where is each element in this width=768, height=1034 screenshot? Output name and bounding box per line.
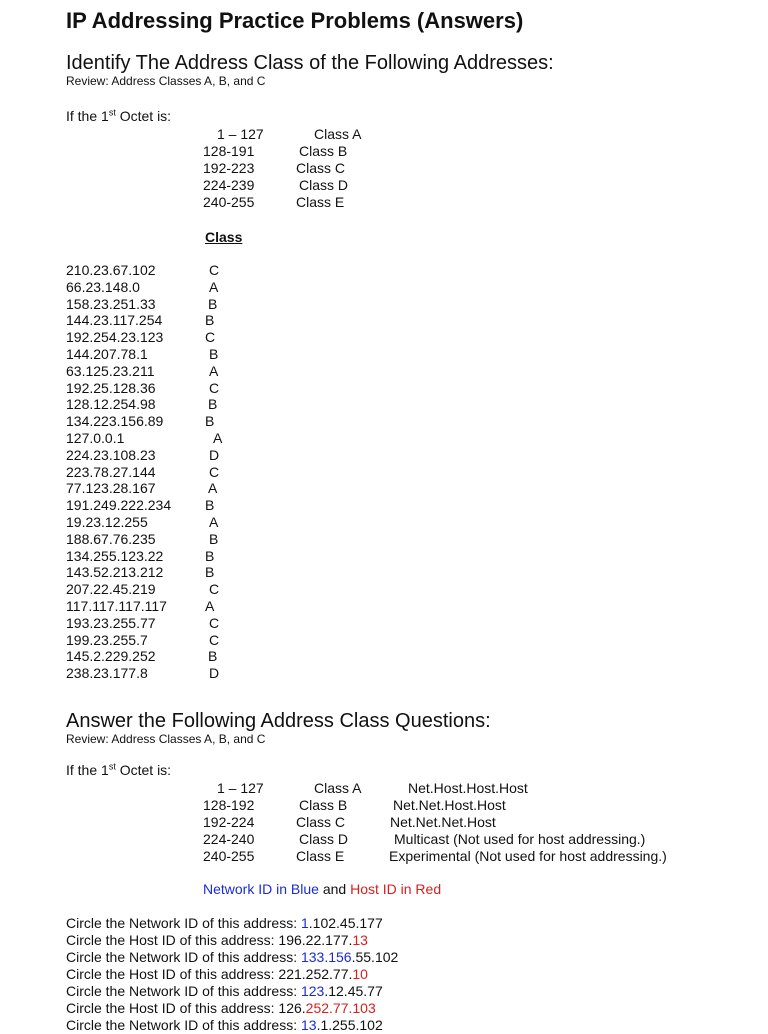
range-class: Class D — [299, 177, 349, 193]
address-class: D — [209, 446, 220, 463]
question-row — [66, 983, 383, 1000]
address-class: B — [208, 648, 218, 665]
address-segment: .12.45.77 — [324, 983, 383, 999]
address-segment: 221.252.77. — [278, 966, 353, 982]
section1-octet-label — [66, 108, 171, 124]
range-value: 1 – 127 — [217, 126, 264, 142]
question-row — [66, 932, 368, 949]
question-prompt: Circle the Host ID of this address: — [66, 932, 279, 948]
address-ip: 192.25.128.36 — [66, 379, 156, 396]
question-prompt: Circle the Host ID of this address: — [66, 966, 279, 982]
address-segment: 126. — [278, 1000, 306, 1016]
range-value: 192-223 — [203, 160, 255, 176]
address-ip: 199.23.255.7 — [66, 631, 148, 648]
address-class: B — [205, 312, 215, 329]
question-row — [66, 1017, 383, 1034]
host-id-segment: 252.77.103 — [305, 1000, 376, 1016]
address-class: A — [213, 430, 223, 446]
address-ip: 143.52.213.212 — [66, 564, 164, 581]
question-row — [66, 949, 398, 966]
octet-prefix: If the 1 — [66, 762, 109, 778]
address-ip: 144.207.78.1 — [66, 346, 148, 362]
legend-and: and — [318, 881, 351, 897]
address-class: C — [209, 614, 220, 631]
question-prompt: Circle the Network ID of this address: — [66, 949, 301, 965]
address-class: C — [209, 379, 220, 396]
address-class: A — [209, 278, 219, 295]
range-class: Class B — [299, 797, 348, 813]
address-class: A — [209, 514, 219, 530]
question-row — [66, 1000, 376, 1017]
octet-suffix: Octet is: — [115, 108, 172, 124]
range-class: Class E — [296, 848, 345, 864]
address-ip: 127.0.0.1 — [66, 430, 125, 446]
address-ip: 66.23.148.0 — [66, 278, 140, 295]
range-value: 1 – 127 — [217, 780, 264, 796]
range-class: Class B — [299, 143, 348, 159]
address-class: B — [205, 564, 215, 581]
range-value: 224-239 — [203, 177, 255, 193]
range-value: 240-255 — [203, 848, 255, 864]
host-id-segment: 10 — [352, 966, 368, 982]
address-class: B — [205, 497, 215, 514]
address-ip: 77.123.28.167 — [66, 480, 156, 497]
address-ip: 192.254.23.123 — [66, 329, 164, 346]
range-value: 240-255 — [203, 194, 255, 210]
address-class: C — [209, 631, 220, 648]
range-format: Experimental (Not used for host addressing.) — [389, 848, 667, 864]
address-ip: 128.12.254.98 — [66, 396, 156, 413]
host-id-segment: 13 — [352, 932, 368, 948]
range-class: Class E — [296, 194, 345, 210]
address-ip: 144.23.117.254 — [66, 312, 163, 329]
color-legend — [203, 881, 441, 897]
octet-suffix: Octet is: — [115, 762, 172, 778]
address-ip: 19.23.12.255 — [66, 514, 148, 530]
address-ip: 134.223.156.89 — [66, 413, 164, 430]
question-row — [66, 966, 368, 983]
question-row — [66, 915, 383, 932]
page-title: IP Addressing Practice Problems (Answers) — [66, 8, 524, 33]
section2-octet-label — [66, 762, 171, 778]
section1-heading: Identify The Address Class of the Following Addresses: — [66, 52, 554, 74]
range-format: Multicast (Not used for host addressing.) — [394, 831, 646, 847]
class-column-header: Class — [205, 229, 243, 245]
address-class: B — [205, 413, 215, 430]
address-ip: 145.2.229.252 — [66, 648, 156, 665]
range-format: Net.Host.Host.Host — [408, 780, 528, 796]
section1-review: Review: Address Classes A, B, and C — [66, 74, 266, 88]
question-prompt: Circle the Network ID of this address: — [66, 983, 301, 999]
address-ip: 134.255.123.22 — [66, 547, 164, 564]
address-ip: 63.125.23.211 — [66, 362, 155, 379]
address-ip: 117.117.117.117 — [66, 598, 167, 614]
range-value: 128-192 — [203, 797, 255, 813]
address-ip: 158.23.251.33 — [66, 295, 156, 312]
section2-review: Review: Address Classes A, B, and C — [66, 732, 266, 746]
octet-sup: st — [108, 107, 116, 118]
legend-host: Host ID in Red — [350, 881, 442, 897]
address-class: B — [208, 396, 218, 413]
range-class: Class A — [314, 126, 362, 142]
address-class: B — [208, 295, 218, 312]
address-class: A — [205, 598, 215, 614]
address-segment: .102.45.177 — [308, 915, 383, 931]
network-id-segment: 123 — [300, 983, 325, 999]
address-ip: 191.249.222.234 — [66, 497, 172, 514]
octet-prefix: If the 1 — [66, 108, 109, 124]
address-class: B — [209, 346, 219, 362]
address-ip: 210.23.67.102 — [66, 262, 156, 278]
address-class: C — [205, 329, 216, 346]
address-segment: .55.102 — [351, 949, 399, 965]
section2-heading: Answer the Following Address Class Questions: — [66, 710, 491, 732]
address-ip: 238.23.177.8 — [66, 665, 148, 682]
address-segment: 196.22.177. — [278, 932, 353, 948]
address-class: C — [209, 262, 220, 278]
address-class: C — [209, 581, 220, 598]
address-class: B — [205, 547, 215, 564]
range-value: 192-224 — [203, 814, 255, 830]
range-value: 128-191 — [203, 143, 255, 159]
address-ip: 207.22.45.219 — [66, 581, 156, 598]
network-id-segment: 13 — [300, 1017, 317, 1033]
address-ip: 224.23.108.23 — [66, 446, 156, 463]
address-ip: 223.78.27.144 — [66, 463, 156, 480]
address-class: A — [208, 480, 218, 497]
range-format: Net.Net.Host.Host — [393, 797, 506, 813]
address-segment: .1.255.102 — [316, 1017, 383, 1033]
address-ip: 193.23.255.77 — [66, 614, 156, 631]
address-class: A — [209, 362, 219, 379]
address-class: D — [209, 665, 220, 682]
legend-network: Network ID in Blue — [203, 881, 319, 897]
range-class: Class C — [296, 160, 346, 176]
range-value: 224-240 — [203, 831, 255, 847]
question-prompt: Circle the Network ID of this address: — [66, 915, 301, 931]
address-class: B — [209, 530, 219, 547]
address-class: C — [209, 463, 220, 480]
network-id-segment: 1 — [300, 915, 309, 931]
range-class: Class A — [314, 780, 362, 796]
range-class: Class C — [296, 814, 346, 830]
range-class: Class D — [299, 831, 349, 847]
question-prompt: Circle the Network ID of this address: — [66, 1017, 301, 1033]
network-id-segment: 133.156 — [300, 949, 352, 965]
address-ip: 188.67.76.235 — [66, 530, 156, 547]
question-prompt: Circle the Host ID of this address: — [66, 1000, 279, 1016]
octet-sup: st — [108, 761, 116, 772]
range-format: Net.Net.Net.Host — [390, 814, 496, 830]
